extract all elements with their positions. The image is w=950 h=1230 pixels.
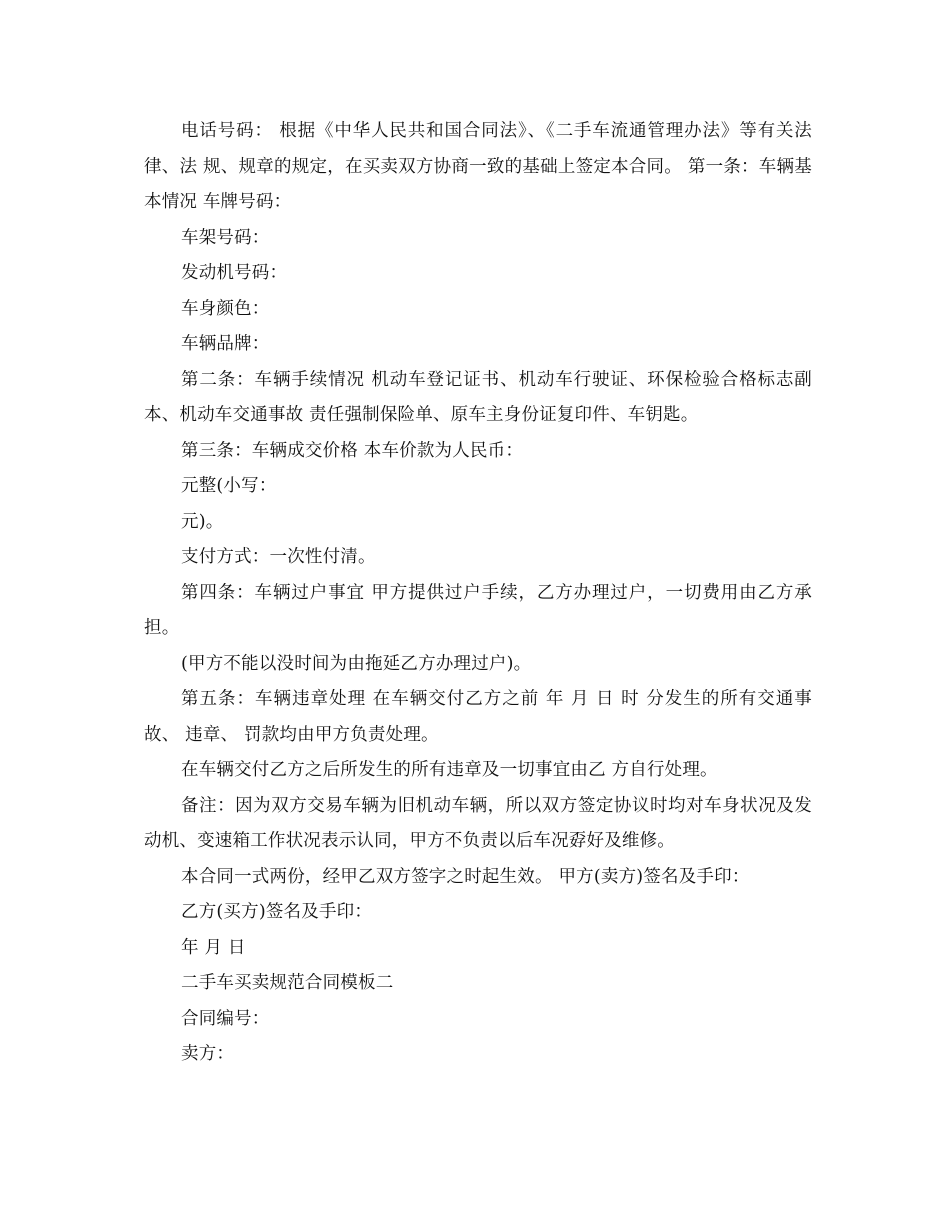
paragraph-intro: 电话号码： 根据《中华人民共和国合同法》、《二手车流通管理办法》等有关法律、法 规、规章的规定，在买卖双方协商一致的基础上签定本合同。 第一条：车辆基本情况 车牌号码： (144, 121, 812, 212)
paragraph-seller: 卖方： (181, 1044, 235, 1064)
paragraph-article-2: 第二条：车辆手续情况 机动车登记证书、机动车行驶证、环保检验合格标志副本、机动车交通事故 责任强制保险单、原车主身份证复印件、车钥匙。 (144, 369, 812, 425)
paragraph-date: 年 月 日 (181, 937, 246, 958)
paragraph-after-delivery: 在车辆交付乙方之后所发生的所有违章及一切事宜由乙 方自行处理。 (181, 760, 718, 780)
paragraph-template-title: 二手车买卖规范合同模板二 (181, 973, 394, 993)
paragraph-remarks: 备注：因为双方交易车辆为旧机动车辆，所以双方签定协议时均对车身状况及发动机、变速箱工作状况表示认同，甲方不负责以后车况孬好及维修。 (144, 795, 812, 851)
paragraph-vin: 车架号码： (181, 227, 270, 248)
paragraph-article-5: 第五条：车辆违章处理 在车辆交付乙方之前 年 月 日 时 分发生的所有交通事故、 违章、 罚款均由甲方负责处理。 (144, 689, 812, 745)
paragraph-payment-method: 支付方式：一次性付清。 (181, 547, 376, 567)
paragraph-article-4: 第四条：车辆过户事宜 甲方提供过户手续，乙方办理过户，一切费用由乙方承担。 (144, 582, 812, 638)
paragraph-price-close: 元)。 (181, 511, 224, 532)
paragraph-article-3: 第三条：车辆成交价格 本车价款为人民币： (181, 440, 524, 461)
paragraph-buyer-signature: 乙方(买方)签名及手印： (181, 902, 373, 922)
paragraph-engine-number: 发动机号码： (181, 263, 288, 283)
paragraph-transfer-note: (甲方不能以没时间为由拖延乙方办理过户)。 (181, 653, 532, 674)
paragraph-brand: 车辆品牌： (181, 334, 270, 354)
paragraph-body-color: 车身颜色： (181, 298, 270, 319)
paragraph-effectiveness: 本合同一式两份，经甲乙双方签字之时起生效。 甲方(卖方)签名及手印： (181, 866, 750, 887)
document-body (144, 114, 812, 1073)
paragraph-price-amount: 元整(小写： (181, 476, 277, 496)
paragraph-contract-number: 合同编号： (181, 1008, 270, 1029)
